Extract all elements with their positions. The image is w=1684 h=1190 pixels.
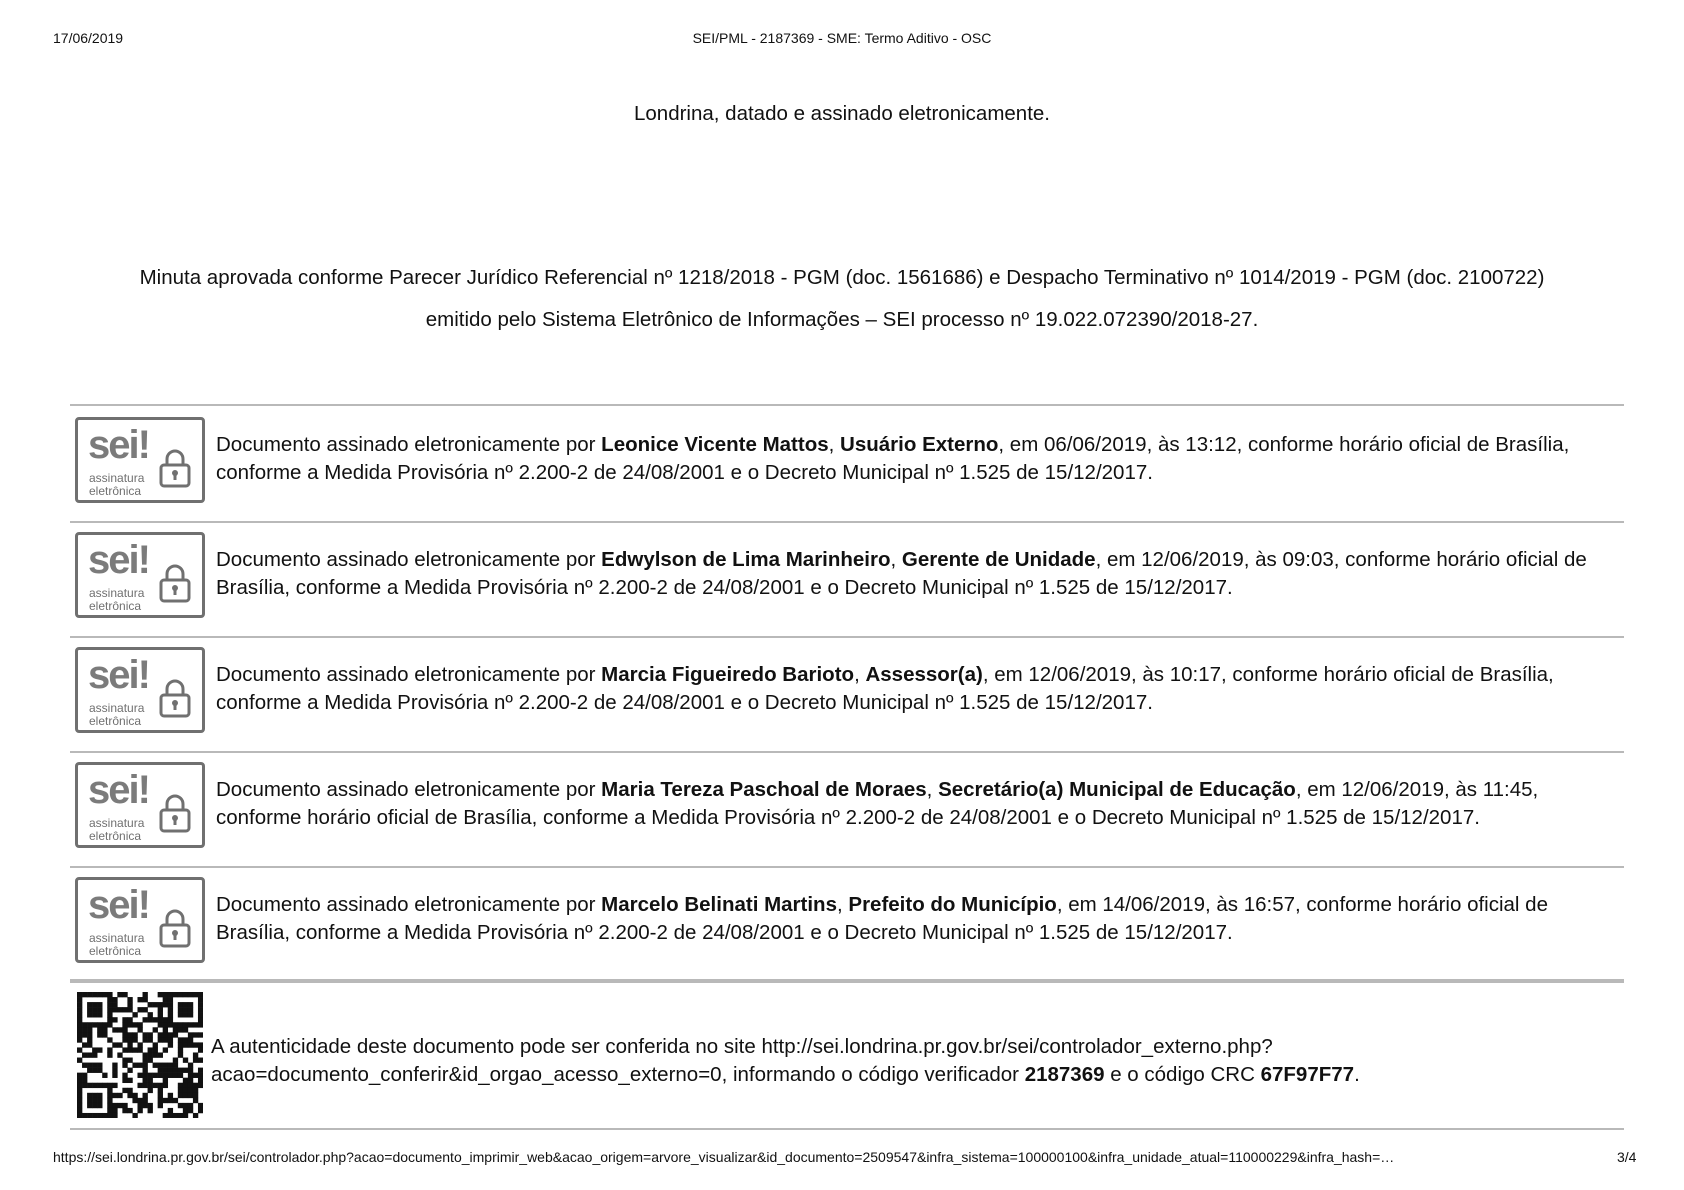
- signature-row: [73, 752, 1624, 848]
- signer-name: Leonice Vicente Mattos: [601, 433, 829, 456]
- signature-row: [73, 522, 1624, 618]
- signature-text: Documento assinado eletronicamente por Marcelo Belinati Martins, Prefeito do Município, em 14/06/2019, às 16:57, conforme horário oficial de Brasília, conforme a Medida Provisória nº 2.200-2 de 24/08/2001 e o Decreto Municipal nº 1.525 de 15/12/2017.: [216, 893, 1548, 944]
- print-date: 17/06/2019: [53, 30, 124, 46]
- signer-role: Usuário Externo: [840, 433, 999, 456]
- sei-signature-seal: [75, 532, 205, 618]
- approval-line-2: emitido pelo Sistema Eletrônico de Informações – SEI processo nº 19.022.072390/2018-27.: [425, 308, 1259, 331]
- padlock-icon: [158, 448, 192, 488]
- signer-role: Prefeito do Município: [848, 893, 1057, 916]
- seal-caption: assinatura: [89, 931, 145, 945]
- signature-text: Documento assinado eletronicamente por Maria Tereza Paschoal de Moraes, Secretário(a) Municipal de Educação, em 12/06/2019, às 11:45, conforme horário oficial de Brasília, conforme a Medida Provisória nº 2.200-2 de 24/08/2001 e o Decreto Municipal nº 1.525 de 15/12/2017.: [216, 778, 1539, 829]
- seal-caption: eletrônica: [89, 484, 142, 498]
- sei-logo: sei!: [88, 768, 149, 812]
- sei-logo: sei!: [88, 883, 149, 927]
- seal-caption: assinatura: [89, 586, 145, 600]
- seal-caption: assinatura: [89, 816, 145, 830]
- print-title: SEI/PML - 2187369 - SME: Termo Aditivo - OSC: [692, 30, 992, 46]
- seal-caption: eletrônica: [89, 714, 142, 728]
- padlock-icon: [158, 563, 192, 603]
- divider: [70, 1128, 1624, 1130]
- footer-url: https://sei.londrina.pr.gov.br/sei/controlador.php?acao=documento_imprimir_web&acao_origem=arvore_visualizar&id_documento=2509547&infra_sistema=100000100&infra_unidade_atual=110000229&infra_hash=…: [53, 1149, 1395, 1165]
- signature-text: Documento assinado eletronicamente por Marcia Figueiredo Barioto, Assessor(a), em 12/06/2019, às 10:17, conforme horário oficial de Brasília, conforme a Medida Provisória nº 2.200-2 de 24/08/2001 e o Decreto Municipal nº 1.525 de 15/12/2017.: [216, 663, 1554, 714]
- signer-role: Gerente de Unidade: [901, 548, 1096, 571]
- crc-code: 67F97F77: [1260, 1063, 1355, 1086]
- sei-signature-seal: [75, 417, 205, 503]
- sei-logo: sei!: [88, 538, 149, 582]
- signer-name: Edwylson de Lima Marinheiro: [601, 548, 891, 571]
- signer-name: Maria Tereza Paschoal de Moraes: [601, 778, 927, 801]
- signer-role: Assessor(a): [865, 663, 983, 686]
- place-date-line: Londrina, datado e assinado eletronicamente.: [634, 102, 1050, 125]
- verifier-code: 2187369: [1024, 1063, 1105, 1086]
- signature-row: [73, 637, 1624, 733]
- seal-caption: eletrônica: [89, 944, 142, 958]
- sei-signature-seal: [75, 877, 205, 963]
- approval-line-1: Minuta aprovada conforme Parecer Jurídico Referencial nº 1218/2018 - PGM (doc. 1561686) e Despacho Terminativo nº 1014/2019 - PGM (doc. 2100722): [139, 266, 1545, 289]
- sei-signature-seal: [75, 762, 205, 848]
- seal-caption: eletrônica: [89, 829, 142, 843]
- signature-row: [73, 407, 1624, 503]
- qr-code: [77, 992, 203, 1118]
- padlock-icon: [158, 908, 192, 948]
- padlock-icon: [158, 678, 192, 718]
- divider: [70, 979, 1624, 981]
- seal-caption: eletrônica: [89, 599, 142, 613]
- authenticity-note: A autenticidade deste documento pode ser conferida no site http://sei.londrina.pr.gov.br/sei/controlador_externo.php?acao=documento_conferir&id_orgao_acesso_externo=0, informando o código verificador 2187369 e o código CRC 67F97F77.: [211, 1035, 1360, 1086]
- seal-caption: assinatura: [89, 471, 145, 485]
- sei-logo: sei!: [88, 653, 149, 697]
- padlock-icon: [158, 793, 192, 833]
- signature-text: Documento assinado eletronicamente por Leonice Vicente Mattos, Usuário Externo, em 06/06/2019, às 13:12, conforme horário oficial de Brasília, conforme a Medida Provisória nº 2.200-2 de 24/08/2001 e o Decreto Municipal nº 1.525 de 15/12/2017.: [216, 433, 1570, 484]
- divider: [70, 981, 1624, 983]
- signature-text: Documento assinado eletronicamente por Edwylson de Lima Marinheiro, Gerente de Unidade, em 12/06/2019, às 09:03, conforme horário oficial de Brasília, conforme a Medida Provisória nº 2.200-2 de 24/08/2001 e o Decreto Municipal nº 1.525 de 15/12/2017.: [216, 548, 1587, 599]
- sei-logo: sei!: [88, 423, 149, 467]
- sei-signature-seal: [75, 647, 205, 733]
- signer-name: Marcelo Belinati Martins: [601, 893, 837, 916]
- divider: [70, 404, 1624, 406]
- page-number: 3/4: [1617, 1149, 1637, 1165]
- signer-name: Marcia Figueiredo Barioto: [601, 663, 855, 686]
- signer-role: Secretário(a) Municipal de Educação: [938, 778, 1296, 801]
- seal-caption: assinatura: [89, 701, 145, 715]
- signature-row: [73, 867, 1624, 963]
